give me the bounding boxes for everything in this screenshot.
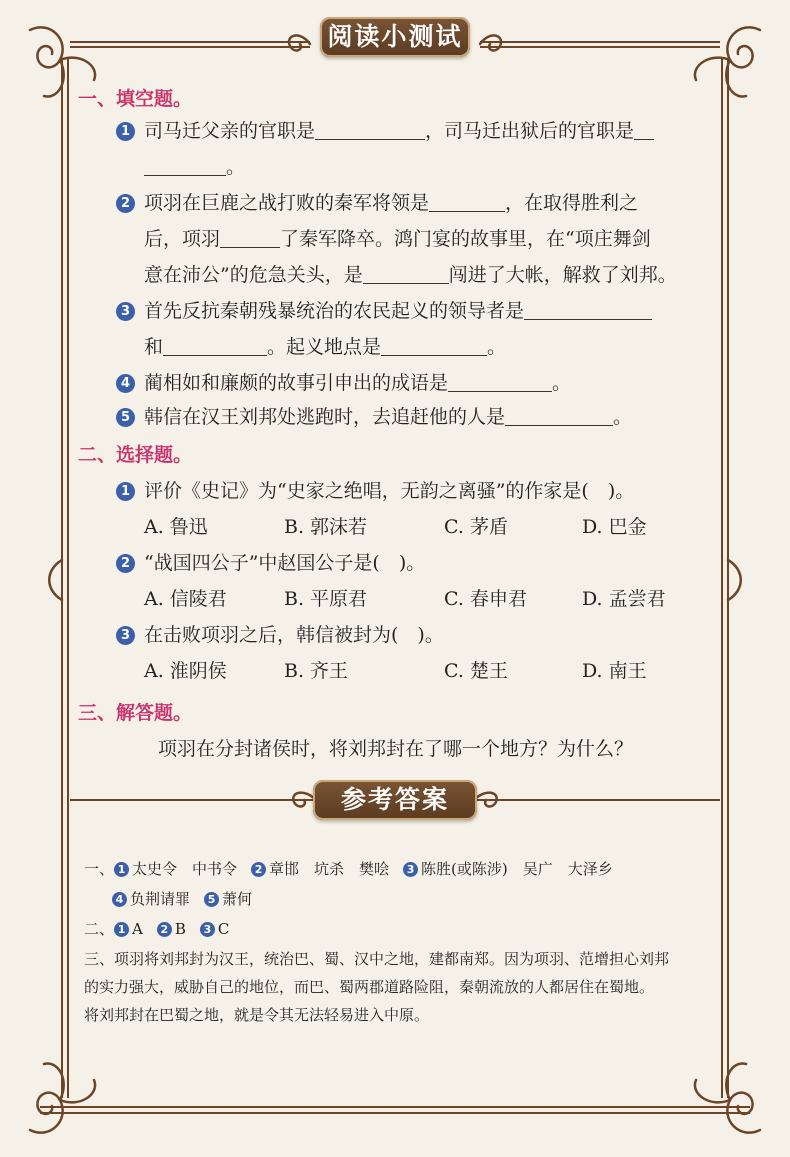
option-d[interactable]: D. 巴金 [582,516,647,538]
option-d[interactable]: D. 孟尝君 [582,588,666,610]
option-a[interactable]: A. 鲁迅 [144,516,208,538]
option-d[interactable]: D. 南王 [582,660,647,682]
fill-question-3: 3 首先反抗秦朝残暴统治的农民起义的领导者是 [116,296,652,323]
choice-question-1: 1 评价《史记》为“史家之绝唱，无韵之离骚”的作家是( )。 [116,476,634,503]
answer-key-banner: 参考答案 [313,780,477,820]
question-number-badge: 1 [116,122,135,141]
question-number-badge: 5 [116,408,135,427]
question-number-badge: 4 [116,374,135,393]
fill-question-1: 1 司马迁父亲的官职是 ，司马迁出狱后的官职是 [116,116,654,143]
fill-question-2-line2: 后，项羽 了秦军降卒。鸿门宴的故事里，在“项庄舞剑 [144,228,651,250]
question-number-badge: 1 [116,482,135,501]
answer-blank[interactable] [363,265,449,284]
answer-row-3-line-2: 的实力强大，威胁自己的地位，而巴、蜀两郡道路险阻，秦朝流放的人都居住在蜀地。 [84,978,655,996]
answer-blank[interactable] [634,121,654,140]
option-c[interactable]: C. 春申君 [444,588,527,610]
answer-row-2: 二、 1 A 2 B 3 C [84,920,230,938]
fill-question-1-cont: 。 [144,152,245,179]
fill-question-4: 4 蔺相如和廉颇的故事引申出的成语是 。 [116,368,571,395]
answer-number-badge: 3 [200,922,215,937]
answer-number-badge: 2 [251,862,266,877]
answer-blank[interactable] [220,229,280,248]
choice-question-2: 2 “战国四公子”中赵国公子是( )。 [116,548,425,575]
option-b[interactable]: B. 郭沫若 [284,516,368,538]
answer-blank[interactable] [381,337,487,356]
section-answer-title: 三、解答题。 [78,702,193,724]
option-a[interactable]: A. 信陵君 [144,588,227,610]
answer-number-badge: 1 [114,922,129,937]
option-c[interactable]: C. 茅盾 [444,516,508,538]
answer-row-1-cont: 4 负荆请罪 5 萧何 [112,888,252,909]
fill-question-2: 2 项羽在巨鹿之战打败的秦军将领是 ，在取得胜利之 [116,188,638,215]
answer-row-3-line-3: 将刘邦封在巴蜀之地，就是令其无法轻易进入中原。 [84,1006,430,1024]
option-a[interactable]: A. 淮阴侯 [144,660,227,682]
quiz-title-banner: 阅读小测试 [320,17,470,57]
answer-number-badge: 2 [157,922,172,937]
answer-number-badge: 4 [112,892,127,907]
answer-blank[interactable] [448,373,552,392]
answer-number-badge: 3 [403,862,418,877]
section-fill-in-title: 一、填空题。 [78,88,193,110]
question-number-badge: 2 [116,554,135,573]
answer-row-1: 一、 1 太史令 中书令 2 章邯 坑杀 樊哙 3 陈胜(或陈涉) 吴广 大泽乡 [84,860,613,878]
answer-blank[interactable] [144,157,226,176]
question-number-badge: 3 [116,626,135,645]
fill-question-3-cont: 和 。起义地点是 。 [144,336,507,358]
option-b[interactable]: B. 齐王 [284,660,349,682]
fill-question-2-line3: 意在沛公”的危急关头，是 闯进了大帐，解救了刘邦。 [144,264,677,286]
answer-number-badge: 1 [114,862,129,877]
answer-number-badge: 5 [204,892,219,907]
answer-blank[interactable] [163,337,267,356]
answer-blank[interactable] [429,193,505,212]
question-number-badge: 2 [116,194,135,213]
answer-blank[interactable] [524,301,652,320]
option-c[interactable]: C. 楚王 [444,660,508,682]
answer-blank[interactable] [505,407,613,426]
option-b[interactable]: B. 平原君 [284,588,368,610]
essay-question: 项羽在分封诸侯时，将刘邦封在了哪一个地方？为什么？ [158,738,634,760]
choice-question-3: 3 在击败项羽之后，韩信被封为( )。 [116,620,444,647]
fill-question-5: 5 韩信在汉王刘邦处逃跑时，去追赶他的人是 。 [116,402,632,429]
section-choice-title: 二、选择题。 [78,444,193,466]
question-number-badge: 3 [116,302,135,321]
answer-blank[interactable] [315,121,425,140]
answer-row-3-line-1: 三、项羽将刘邦封为汉王，统治巴、蜀、汉中之地，建都南郑。因为项羽、范增担心刘邦 [84,950,670,968]
